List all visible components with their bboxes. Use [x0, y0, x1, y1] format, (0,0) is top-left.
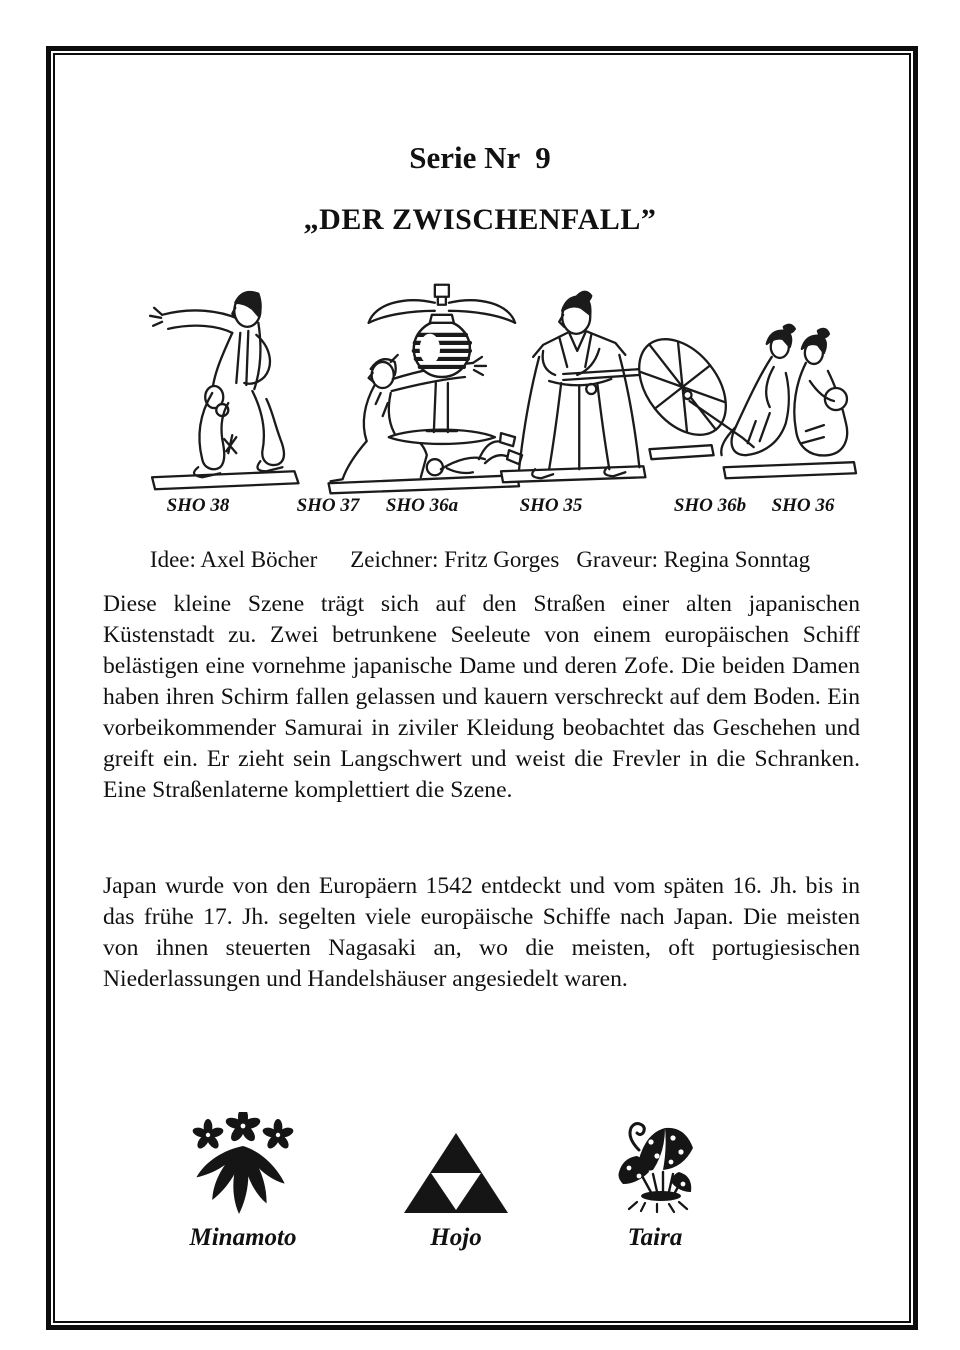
figure-label-sho36b: SHO 36b	[673, 495, 747, 516]
clan-taira	[613, 1110, 697, 1260]
clan-minamoto	[188, 1110, 298, 1260]
kneeling-sailor-figure	[329, 355, 523, 493]
credit-engraver: Graveur: Regina Sonntag	[576, 547, 811, 572]
standing-sailor-figure	[150, 292, 298, 489]
page-title: „DER ZWISCHENFALL”	[303, 203, 657, 236]
crouching-women-figures	[721, 325, 856, 479]
taira-crest-icon	[613, 1110, 697, 1214]
series-title: Serie Nr 9	[409, 140, 551, 175]
credit-idea: Idee: Axel Böcher	[149, 547, 318, 572]
credit-illustrator: Zeichner: Fritz Gorges	[350, 547, 560, 572]
clan-label-minamoto: Minamoto	[189, 1224, 297, 1251]
figure-label-sho36: SHO 36	[771, 495, 835, 516]
figure-label-sho35: SHO 35	[519, 495, 583, 516]
history-paragraph: Japan wurde von den Europäern 1542 entdeckt und vom späten 16. Jh. bis in das frühe 17. Jh. segelten viele europäische Schiffe nach Japan. Die meisten von ihnen steuerten Nagasaki an, wo die meisten, oft portugiesischen Niederlassungen und Handelshäuser angesiedelt waren.	[103, 873, 860, 992]
figure-label-sho36a: SHO 36a	[385, 495, 459, 516]
hojo-crest-icon	[403, 1110, 509, 1214]
scene-description-paragraph: Diese kleine Szene trägt sich auf den Straßen einer alten japanischen Küstenstadt zu. Zwei betrunkene Seeleute von einem europäischen Schiff belästigen eine vornehme japanische Dame und deren Zofe. Die beiden Damen haben ihren Schirm fallen gelassen und kauern verschreckt auf dem Boden. Ein vorbeikommender Samurai in ziviler Kleidung beobachtet das Geschehen und greift ein. Er zieht sein Langschwert und weist die Frevler in die Schranken. Eine Straßenlaterne komplettiert die Szene.	[103, 591, 860, 803]
clan-label-taira: Taira	[627, 1224, 683, 1251]
clan-hojo	[403, 1110, 509, 1260]
credits-line	[0, 547, 960, 573]
figure-label-sho37: SHO 37	[296, 495, 360, 516]
figure-label-sho38: SHO 38	[166, 495, 230, 516]
clan-label-hojo: Hojo	[430, 1224, 482, 1251]
fallen-parasol	[622, 323, 754, 459]
minamoto-crest-icon	[188, 1110, 298, 1214]
figures-illustration	[128, 270, 860, 500]
